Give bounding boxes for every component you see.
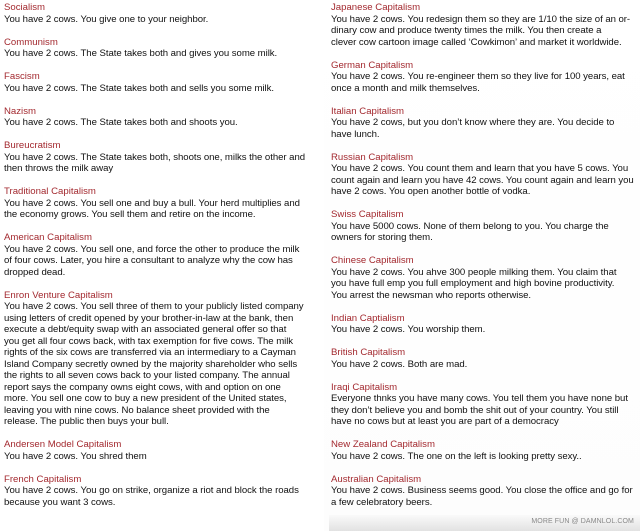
section-title: Russian Capitalism (331, 151, 414, 163)
section-text-line: execute a debt/equity swap with an associated general offer so that (4, 324, 287, 335)
section-text-line: You have 2 cows. You sell one, and force the other to produce the milk (4, 243, 300, 255)
section-title: New Zealand Capitalism (331, 439, 435, 450)
section-text-line: You have 5000 cows. None of them belong to you. You charge the (331, 220, 609, 232)
right-sections (324, 2, 640, 508)
section-text-line: then throws the milk away (4, 163, 114, 174)
section (331, 439, 640, 462)
section (4, 106, 320, 129)
section-title: Australian Capitalism (331, 473, 422, 485)
section-title: Chinese Capitalism (331, 255, 414, 266)
section-text-line: Everyone thnks you have many cows. You tell them you have none but (331, 393, 628, 404)
section (4, 474, 320, 509)
section (4, 290, 320, 428)
section-text-line: a few celebratory beers. (331, 496, 433, 508)
section-title: Socialism (4, 2, 46, 13)
section-text-line: dinary cow and produce twenty times the milk. You then create a (331, 25, 602, 36)
section-text-line: You have 2 cows, but you don’t know where they are. You decide to (331, 117, 615, 128)
section-text-line: using letters of credit opened by your brother-in-law at the bank, then (4, 312, 294, 324)
section (4, 2, 320, 25)
section (331, 2, 640, 48)
section-text-line: have no cows but at least you are part of a democracy (331, 416, 559, 427)
section-title: Traditional Capitalism (4, 186, 96, 197)
section (4, 37, 320, 60)
section (331, 347, 640, 370)
section-text-line: once a month and milk themselves. (331, 82, 480, 94)
section-text-line: Island Company secretly owned by the majority shareholder who sells (4, 358, 298, 370)
section-text-line: rights of the six cows are transferred via an intermediary to a Cayman (4, 347, 296, 358)
section-title: Italian Capitalism (331, 105, 405, 117)
section (4, 232, 320, 278)
section-title: Andersen Model Capitalism (4, 439, 122, 450)
section-title: Enron Venture Capitalism (4, 289, 113, 301)
section-text-line: You have 2 cows. The one on the left is looking pretty sexy.. (331, 450, 582, 462)
section-text-line: You have 2 cows. You re-engineer them so they live for 100 years, eat (331, 71, 625, 82)
section-text-line: owners for storing them. (331, 232, 433, 243)
section-text-line: the economy grows. You sell them and retire on the income. (4, 209, 256, 220)
section-text-line: because you want 3 cows. (4, 496, 116, 508)
section-title: Communism (4, 36, 58, 48)
section (331, 255, 640, 301)
footer-bar (329, 515, 640, 531)
section-text-line: You have 2 cows. You redesign them so they are 1/10 the size of an or- (331, 13, 631, 25)
section-text-line: You have 2 cows. You go on strike, organize a riot and block the roads (4, 485, 299, 496)
section (331, 209, 640, 244)
section-title: Indian Captialism (331, 312, 405, 324)
section-title: British Capitalism (331, 347, 406, 358)
right-column (324, 2, 640, 531)
section-text-line: You have 2 cows. The State takes both, shoots one, milks the other and (4, 151, 306, 163)
section-text-line: have 2 cows. You open another bottle of vodka. (331, 186, 531, 197)
section-title: French Capitalism (4, 473, 82, 485)
section-text-line: You have 2 cows. You give one to your neighbor. (4, 13, 209, 25)
section (4, 186, 320, 221)
section-text-line: You have 2 cows. You worship them. (331, 324, 486, 335)
section-text-line: they don’t believe you and bomb the shit out of your country. You still (331, 404, 619, 416)
section-text-line: You have 2 cows. You sell three of them to your publicly listed company (4, 301, 304, 312)
section-text-line: you have full emp you full employment and high bovine productivity. (331, 278, 615, 289)
section (4, 439, 320, 462)
section-title: Japanese Capitalism (331, 2, 421, 13)
section-text-line: leaving you with nine cows. No balance sheet provided with the (4, 404, 270, 416)
section-text-line: the rights to all seven cows back to your listed company. The annual (4, 370, 290, 381)
section-text-line: more. You sell one cow to buy a new president of the United states, (4, 393, 287, 404)
section-text-line: You have 2 cows. Both are mad. (331, 358, 468, 370)
section (331, 152, 640, 198)
section (331, 60, 640, 95)
section (331, 474, 640, 509)
section-title: American Capitalism (4, 232, 92, 243)
section-title: Iraqi Capitalism (331, 381, 398, 393)
section-text-line: you get all four cows back, with tax exemption for five cows. The milk (4, 335, 294, 347)
section-text-line: You have 2 cows. The State takes both and gives you some milk. (4, 48, 278, 59)
section-title: Bureucratism (4, 140, 61, 151)
section-text-line: You arrest the newsman who reports otherwise. (331, 289, 532, 301)
section (4, 140, 320, 175)
footer-credit: MORE FUN @ DAMNLOL.COM (531, 518, 634, 525)
section-text-line: You have 2 cows. You shred them (4, 450, 147, 462)
section-text-line: You have 2 cows. You count them and learn that you have 5 cows. You (331, 163, 629, 174)
section-text-line: You have 2 cows. You ahve 300 people milking them. You claim that (331, 266, 617, 278)
section-title: Nazism (4, 105, 36, 117)
section-text-line: You have 2 cows. The State takes both and shoots you. (4, 117, 238, 128)
section (331, 106, 640, 141)
section-title: Swiss Capitalism (331, 209, 404, 220)
section-text-line: have lunch. (331, 128, 380, 140)
section-text-line: You have 2 cows. Business seems good. You close the office and go for (331, 485, 633, 496)
section (331, 382, 640, 428)
section-text-line: You have 2 cows. You sell one and buy a bull. Your herd multiplies and (4, 197, 300, 209)
section (4, 71, 320, 94)
section-text-line: of four cows. Later, you hire a consultant to analyze why the cow has (4, 255, 293, 266)
section-title: German Capitalism (331, 59, 414, 71)
left-column (4, 2, 320, 520)
section-text-line: You have 2 cows. The State takes both and sells you some milk. (4, 82, 274, 94)
section-title: Fascism (4, 71, 40, 82)
section-text-line: report says the company owns eight cows, with and option on one (4, 381, 281, 393)
section-text-line: release. The public then buys your bull. (4, 416, 169, 427)
section-text-line: dropped dead. (4, 266, 66, 278)
section-text-line: count again and learn you have 42 cows. You count again and learn you (331, 174, 634, 186)
section-text-line: clever cow cartoon image called ‘Cowkimon’ and market it worldwide. (331, 36, 622, 48)
section (331, 313, 640, 336)
